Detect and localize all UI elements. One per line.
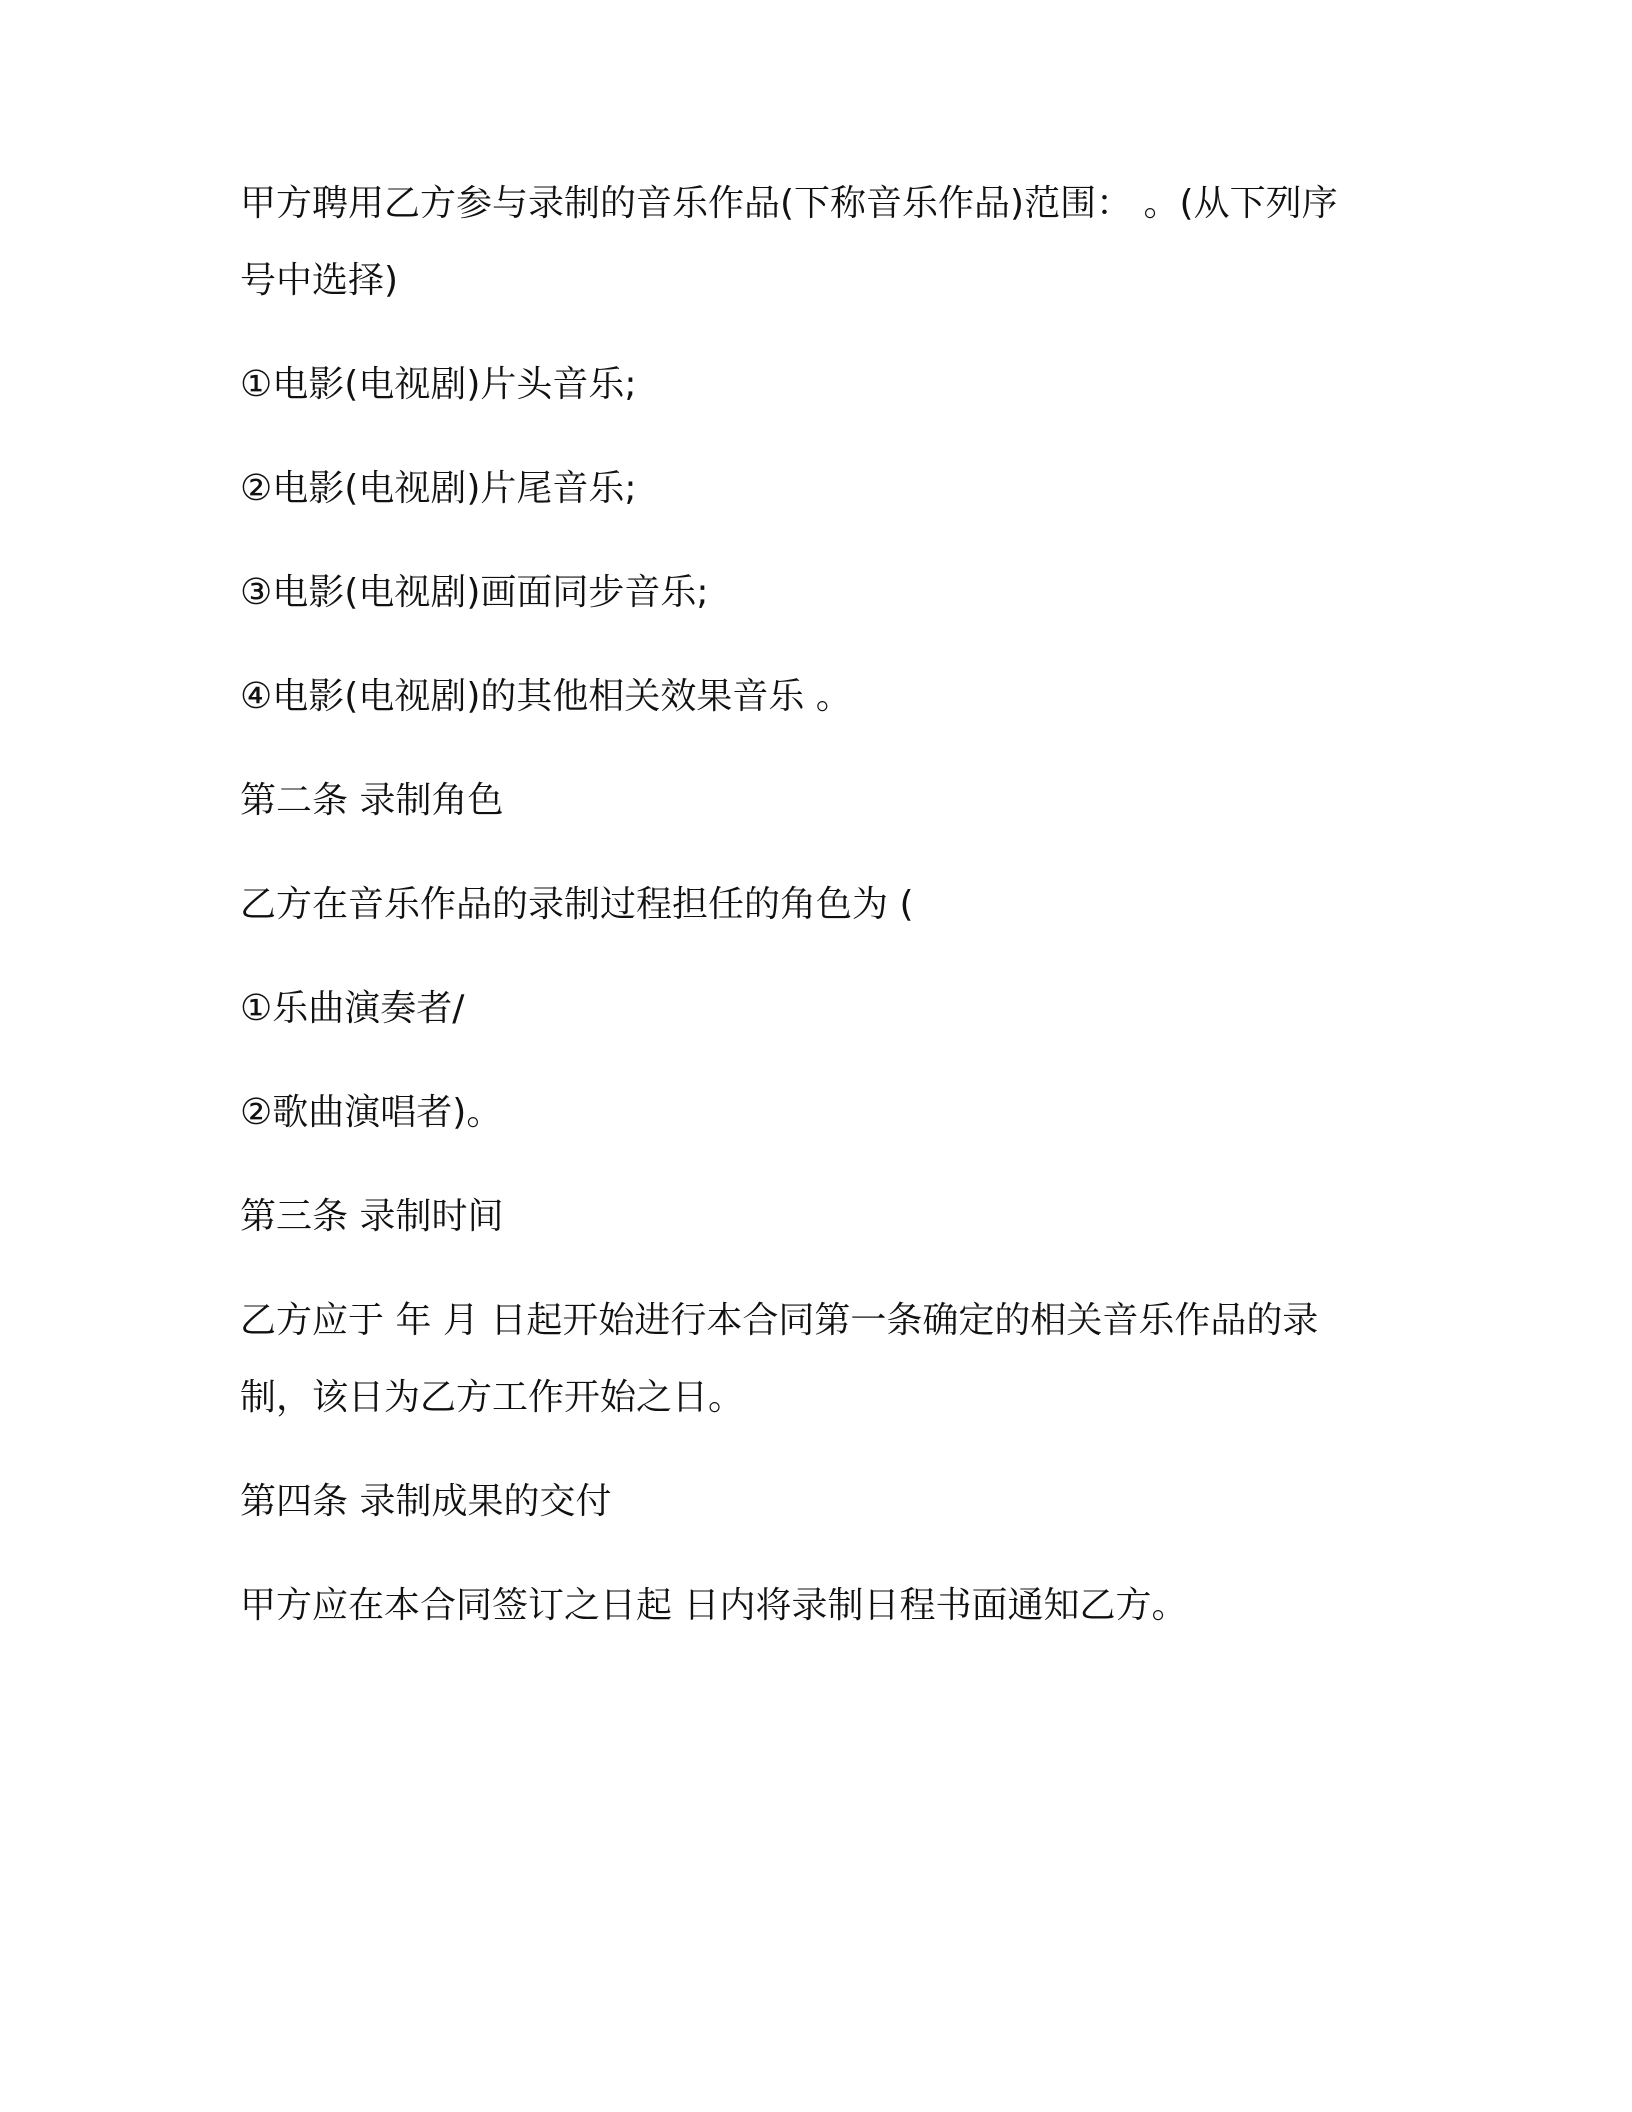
list-item-singer [240,1092,1400,1133]
list-item-text: ②电影(电视剧)片尾音乐; [240,468,637,509]
section-heading-text: 第四条 录制成果的交付 [240,1481,612,1522]
section-heading-text: 第三条 录制时间 [240,1196,504,1237]
section-heading-article-3 [240,1196,1400,1237]
list-item-ending-music [240,468,1400,509]
paragraph-start-date [240,1300,1400,1418]
paragraph-line: 甲方应在本合同签订之日起 日内将录制日程书面通知乙方。 [240,1585,1188,1626]
paragraph-role [240,884,1400,925]
paragraph-line: 制，该日为乙方工作开始之日。 [240,1377,745,1418]
list-item-text: ①乐曲演奏者/ [240,988,465,1029]
paragraph-line: 乙方在音乐作品的录制过程担任的角色为 ( [240,884,914,925]
list-item-text: ③电影(电视剧)画面同步音乐; [240,572,709,613]
paragraph-line: 乙方应于 年 月 日起开始进行本合同第一条确定的相关音乐作品的录 [240,1300,1319,1341]
section-heading-article-2 [240,780,1400,821]
list-item-text: ④电影(电视剧)的其他相关效果音乐 。 [240,676,852,717]
paragraph-scope [240,183,1400,301]
section-heading-article-4 [240,1481,1400,1522]
section-heading-text: 第二条 录制角色 [240,780,504,821]
list-item-effect-music [240,676,1400,717]
paragraph-line: 号中选择) [240,260,399,301]
list-item-text: ②歌曲演唱者)。 [240,1092,503,1133]
list-item-opening-music [240,364,1400,405]
list-item-text: ①电影(电视剧)片头音乐; [240,364,637,405]
document-body [240,183,1400,1626]
list-item-performer [240,988,1400,1029]
list-item-sync-music [240,572,1400,613]
paragraph-delivery [240,1585,1400,1626]
paragraph-line: 甲方聘用乙方参与录制的音乐作品(下称音乐作品)范围： 。(从下列序 [240,183,1338,224]
